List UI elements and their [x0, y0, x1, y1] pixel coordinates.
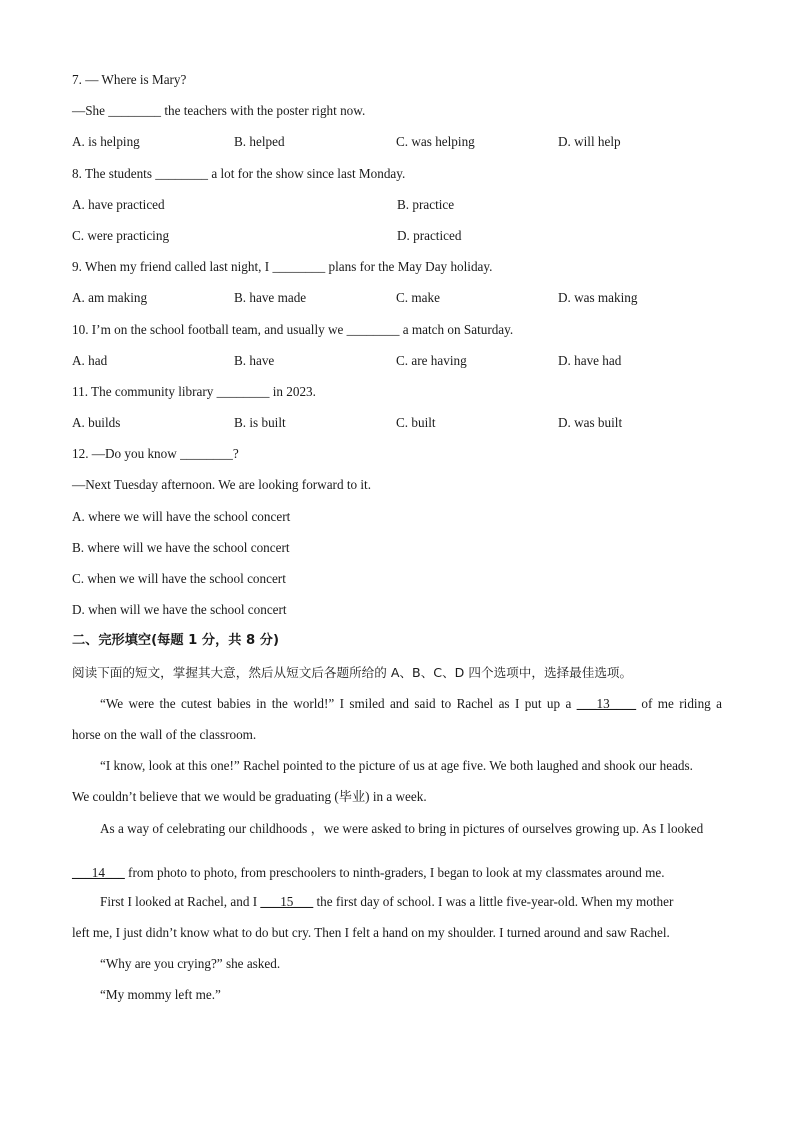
question-8-options-row1 [72, 189, 722, 220]
option-a[interactable]: A. have practiced [72, 196, 165, 212]
passage-paragraph-2-cont: We couldn’t believe that we would be graduating (毕业) in a week. [72, 789, 427, 805]
option-d[interactable]: D. was built [558, 415, 623, 431]
option-a[interactable]: A. builds [72, 415, 121, 431]
question-7-options [72, 126, 722, 157]
question-10-options [72, 345, 722, 376]
passage-text: of me riding a [636, 695, 723, 711]
option-a[interactable]: A. where we will have the school concert [72, 508, 291, 524]
blank-14[interactable]: ___14___ [72, 864, 125, 880]
passage-text: First I looked at Rachel, and I [100, 893, 261, 909]
option-b[interactable]: B. have [234, 352, 275, 368]
passage-text: “We were the cutest babies in the world!” I smiled and said to Rachel as I put up a [100, 695, 577, 711]
exam-page [72, 64, 722, 1010]
option-d[interactable]: D. have had [558, 352, 622, 368]
option-d[interactable]: D. when will we have the school concert [72, 602, 287, 618]
passage-paragraph-4 [72, 886, 722, 917]
passage-paragraph-5: “Why are you crying?” she asked. [100, 956, 281, 972]
passage-paragraph-1-cont: horse on the wall of the classroom. [72, 726, 257, 742]
option-c[interactable]: C. make [396, 290, 440, 306]
option-b[interactable]: B. helped [234, 134, 285, 150]
passage-paragraph-2: “I know, look at this one!” Rachel pointed to the picture of us at age five. We both laughed and shook our heads. [100, 758, 693, 774]
question-9-options [72, 282, 722, 313]
option-a[interactable]: A. is helping [72, 134, 140, 150]
section-title: 二、完形填空(每题 1 分，共 8 分) [72, 633, 280, 649]
passage-paragraph-1 [72, 688, 722, 719]
blank-15[interactable]: ___15___ [260, 893, 314, 909]
question-7-stem: 7. — Where is Mary? [72, 72, 187, 87]
passage-paragraph-3: As a way of celebrating our childhoods ，we were asked to bring in pictures of ourselves growing up. As I looked [100, 820, 704, 836]
question-7-line: —She ________ the teachers with the poster right now. [72, 103, 366, 119]
option-b[interactable]: B. is built [234, 415, 286, 431]
passage-paragraph-4-cont: left me, I just didn’t know what to do but cry. Then I felt a hand on my shoulder. I turned around and saw Rachel. [72, 924, 670, 940]
option-d[interactable]: D. will help [558, 134, 621, 150]
passage-paragraph-3-cont [72, 844, 722, 886]
option-c[interactable]: C. were practicing [72, 227, 170, 243]
passage-text: from photo to photo, from preschoolers to ninth-graders, I began to look at my classmates around me. [124, 864, 665, 880]
question-11-stem: 11. The community library ________ in 2023. [72, 383, 316, 399]
question-8-stem: 8. The students ________ a lot for the show since last Monday. [72, 165, 406, 181]
blank-13[interactable]: ___13____ [576, 695, 637, 711]
question-12-stem: 12. —Do you know ________? [72, 446, 239, 462]
option-c[interactable]: C. was helping [396, 134, 475, 150]
question-10-stem: 10. I’m on the school football team, and usually we ________ a match on Saturday. [72, 321, 514, 337]
question-12-line: —Next Tuesday afternoon. We are looking forward to it. [72, 477, 372, 493]
passage-paragraph-6: “My mommy left me.” [100, 987, 221, 1003]
option-b[interactable]: B. where will we have the school concert [72, 539, 290, 555]
question-9-stem: 9. When my friend called last night, I ________ plans for the May Day holiday. [72, 259, 493, 275]
question-11-options [72, 407, 722, 438]
option-d[interactable]: D. practiced [397, 227, 462, 243]
option-b[interactable]: B. have made [234, 290, 307, 306]
option-c[interactable]: C. are having [396, 352, 467, 368]
section-instruction: 阅读下面的短文，掌握其大意，然后从短文后各题所给的 A、B、C、D 四个选项中，选择最佳选项。 [72, 664, 633, 680]
option-a[interactable]: A. had [72, 352, 108, 368]
question-8-options-row2 [72, 220, 722, 251]
option-a[interactable]: A. am making [72, 290, 148, 306]
option-c[interactable]: C. when we will have the school concert [72, 571, 286, 586]
passage-text: the first day of school. I was a little five-year-old. When my mother [313, 893, 674, 909]
option-c[interactable]: C. built [396, 415, 436, 431]
option-d[interactable]: D. was making [558, 290, 638, 306]
option-b[interactable]: B. practice [397, 196, 455, 212]
